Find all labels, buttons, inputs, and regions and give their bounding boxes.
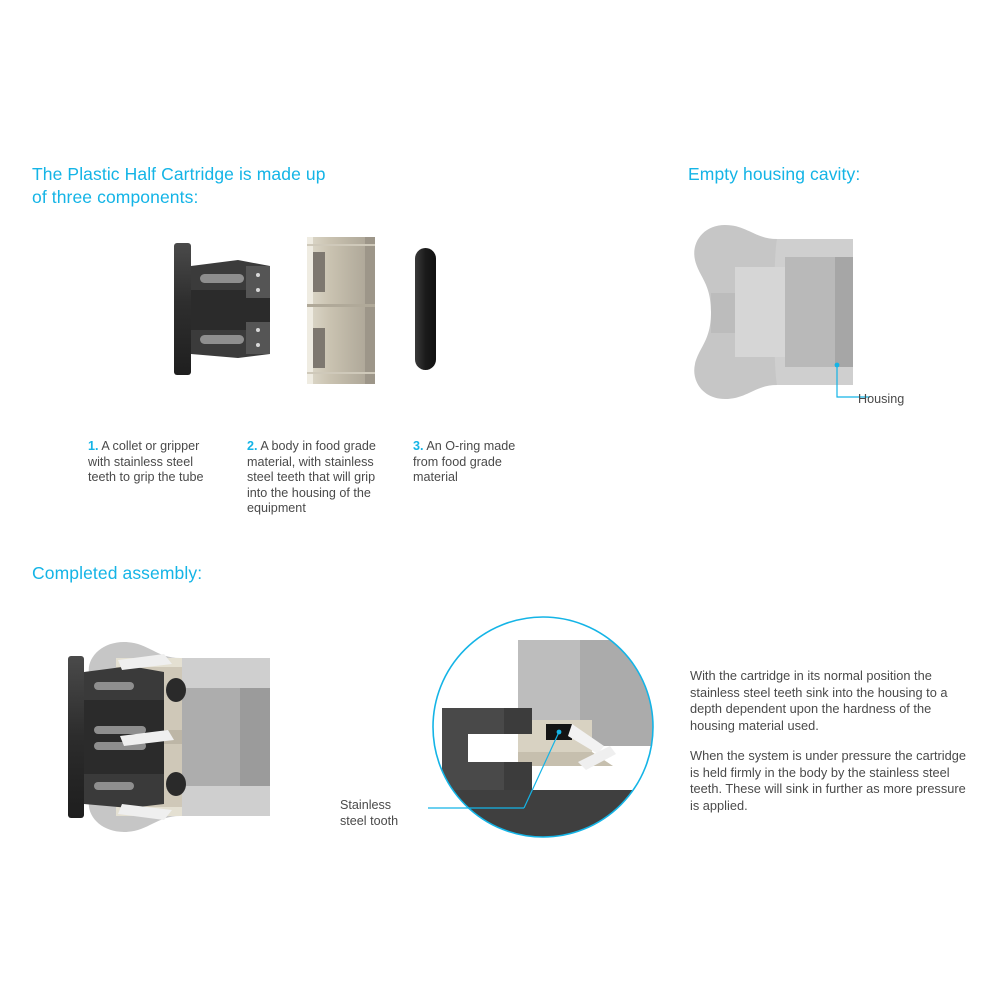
- assembly-description: [690, 668, 975, 814]
- body-part: [307, 237, 375, 384]
- component-caption-3-text: An O-ring made from food grade material: [413, 439, 516, 484]
- steel-tooth-label-line2: steel tooth: [340, 813, 399, 828]
- assembly-paragraph-2: When the system is under pressure the cartridge is held firmly in the body by the stainless steel teeth. These will sink in further as more pressure is applied.: [690, 748, 966, 813]
- components-illustration: [160, 230, 460, 390]
- assembly-paragraph-1: With the cartridge in its normal position the stainless steel teeth sink into the housing to a depth dependent upon the hardness of the housing material used.: [690, 668, 948, 733]
- component-caption-3: [413, 439, 523, 486]
- housing-heading: Empty housing cavity:: [688, 164, 861, 184]
- component-caption-1: [88, 439, 218, 486]
- component-caption-2-text: A body in food grade material, with stainless steel teeth that will grip into the housing of the equipment: [247, 439, 376, 515]
- assembly-heading: Completed assembly:: [32, 563, 203, 583]
- housing-shape: [694, 225, 853, 399]
- housing-callout-label: Housing: [858, 392, 905, 406]
- assembly-illustration: [60, 630, 300, 845]
- steel-tooth-label-line1: Stainless: [340, 798, 392, 812]
- components-heading-line2: of three components:: [32, 187, 199, 207]
- component-caption-1-text: A collet or gripper with stainless steel teeth to grip the tube: [88, 439, 204, 484]
- steel-tooth-callout-label: [340, 798, 450, 829]
- components-heading: [32, 163, 412, 209]
- component-caption-2: [247, 439, 387, 517]
- oring-part: [415, 248, 436, 370]
- housing-illustration: [685, 205, 875, 420]
- component-caption-3-number: 3.: [413, 439, 424, 453]
- component-caption-2-number: 2.: [247, 439, 258, 453]
- assembly-detail-circle: [428, 612, 658, 842]
- components-heading-line1: The Plastic Half Cartridge is made up: [32, 164, 326, 184]
- component-caption-1-number: 1.: [88, 439, 99, 453]
- collet-part: [174, 243, 270, 375]
